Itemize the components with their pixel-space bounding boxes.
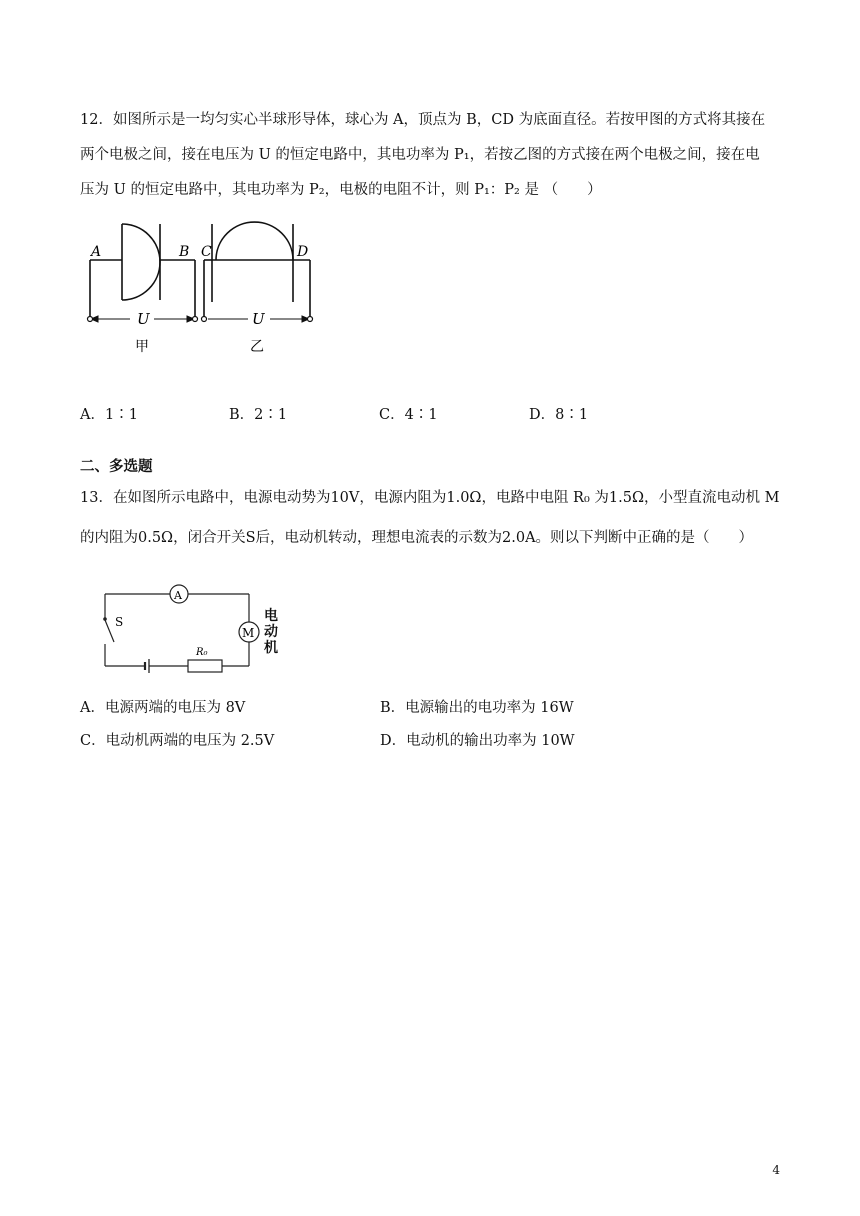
section-heading: 二、多选题: [80, 459, 153, 475]
motor-caption: 电动机: [264, 608, 278, 656]
q12-text-line-1: 12．如图所示是一均匀实心半球形导体，球心为 A，顶点为 B，CD 为底面直径。若按甲图的方式将其接在: [80, 112, 766, 128]
ammeter-label: A: [174, 589, 182, 602]
q13-option-a: A．电源两端的电压为 8V: [80, 700, 246, 716]
motor-label: M: [242, 626, 255, 640]
caption-jia: 甲: [135, 339, 149, 355]
label-a: A: [91, 244, 102, 260]
caption-yi: 乙: [250, 339, 264, 355]
page-number: 4: [772, 1163, 780, 1177]
switch-symbol: [105, 620, 114, 642]
voltage-label-left: U: [137, 310, 150, 328]
q12-option-b: B．2∶1: [229, 407, 288, 423]
q13-text-line-2: 的内阻为0.5Ω，闭合开关S后，电动机转动，理想电流表的示数为2.0A。则以下判断中正确的是（ ）: [80, 530, 754, 546]
resistor-symbol: [188, 660, 222, 672]
q13-text-line-1: 13．在如图所示电路中，电源电动势为10V，电源内阻为1.0Ω，电路中电阻 R₀ 为1.5Ω，小型直流电动机 M: [80, 490, 780, 506]
hemisphere-a-shape: [122, 224, 160, 300]
resistor-label: R₀: [196, 647, 208, 658]
q12-option-c: C．4∶1: [379, 407, 438, 423]
voltage-label-right: U: [252, 310, 265, 328]
q13-option-d: D．电动机的输出功率为 10W: [380, 733, 575, 749]
q12-option-d: D．8∶1: [529, 407, 589, 423]
q13-option-c: C．电动机两端的电压为 2.5V: [80, 733, 275, 749]
q12-text-line-3: 压为 U 的恒定电路中，其电功率为 P₂，电极的电阻不计，则 P₁：P₂ 是 （ ）: [80, 182, 602, 198]
q12-figure: [82, 218, 322, 358]
label-b: B: [179, 244, 190, 260]
switch-label: S: [115, 615, 124, 629]
hemisphere-b-shape: [216, 222, 293, 260]
q13-option-b: B．电源输出的电功率为 16W: [380, 700, 574, 716]
label-c: C: [201, 244, 212, 260]
q12-option-a: A．1∶1: [80, 407, 138, 423]
label-d: D: [297, 244, 309, 260]
q12-text-line-2: 两个电极之间，接在电压为 U 的恒定电路中，其电功率为 P₁，若按乙图的方式接在两个电极之间，接在电: [80, 147, 760, 163]
